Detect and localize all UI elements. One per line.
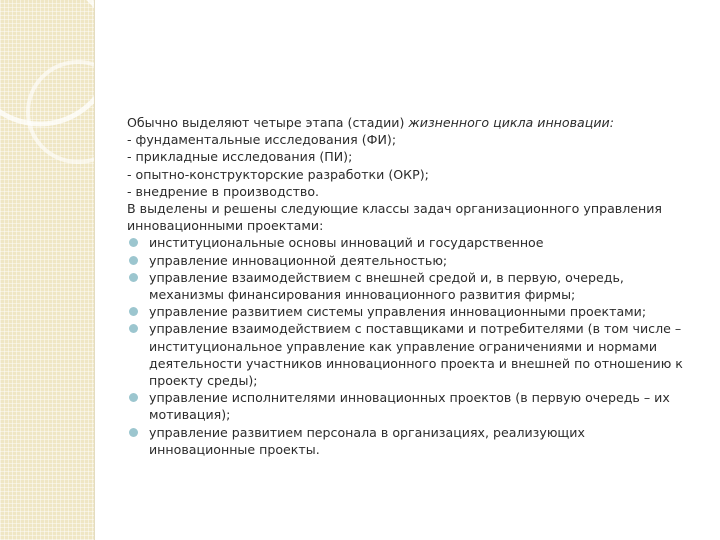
stage-line: - прикладные исследования (ПИ); — [127, 149, 353, 165]
decorative-side-band — [0, 0, 94, 540]
bullet-icon — [129, 324, 138, 333]
decorative-circles — [0, 0, 94, 540]
task-item — [127, 303, 692, 320]
bullet-icon — [129, 428, 138, 437]
task-item — [127, 234, 692, 251]
task-item — [127, 269, 692, 303]
bullet-icon — [129, 256, 138, 265]
stage-line: - опытно-конструкторские разработки (ОКР); — [127, 166, 429, 182]
side-divider — [94, 0, 95, 540]
task-text: управление развитием персонала в организациях, реализующих инновационные проекты. — [149, 424, 585, 457]
slide-body — [127, 114, 692, 458]
task-text: управление взаимодействием с внешней средой и, в первую, очередь, механизмы финансирования инновационного развития фирмы; — [149, 269, 624, 303]
task-text: управление взаимодействием с поставщиками и потребителями (в том числе – институциональное управление как управление ограничениями и нормами деятельности участников инновационного проекта и внешней по отношению к проекту среды); — [149, 321, 683, 389]
stage-line: - фундаментальные исследования (ФИ); — [127, 132, 397, 148]
bullet-icon — [129, 393, 138, 402]
intro-paragraph — [127, 114, 692, 131]
task-intro: В выделены и решены следующие классы задач организационного управления инновационными проектами: — [127, 201, 662, 234]
task-text: управление исполнителями инновационных проектов (в первую очередь – их мотивация); — [149, 390, 670, 423]
bullet-icon — [129, 273, 138, 282]
task-text: управление инновационной деятельностью; — [149, 252, 448, 268]
task-item — [127, 320, 692, 389]
task-text: управление развитием системы управления инновационными проектами; — [149, 304, 647, 320]
bullet-icon — [129, 238, 138, 247]
bullet-icon — [129, 307, 138, 316]
stage-line: - внедрение в производство. — [127, 183, 320, 199]
intro-lead: Обычно выделяют четыре этапа (стадии) — [127, 115, 409, 130]
intro-emphasis: жизненного цикла инновации: — [408, 115, 614, 130]
task-item — [127, 389, 692, 423]
task-item — [127, 424, 692, 458]
task-item — [127, 252, 692, 269]
task-text: институциональные основы инноваций и государственное — [149, 235, 544, 251]
task-list — [127, 234, 692, 458]
